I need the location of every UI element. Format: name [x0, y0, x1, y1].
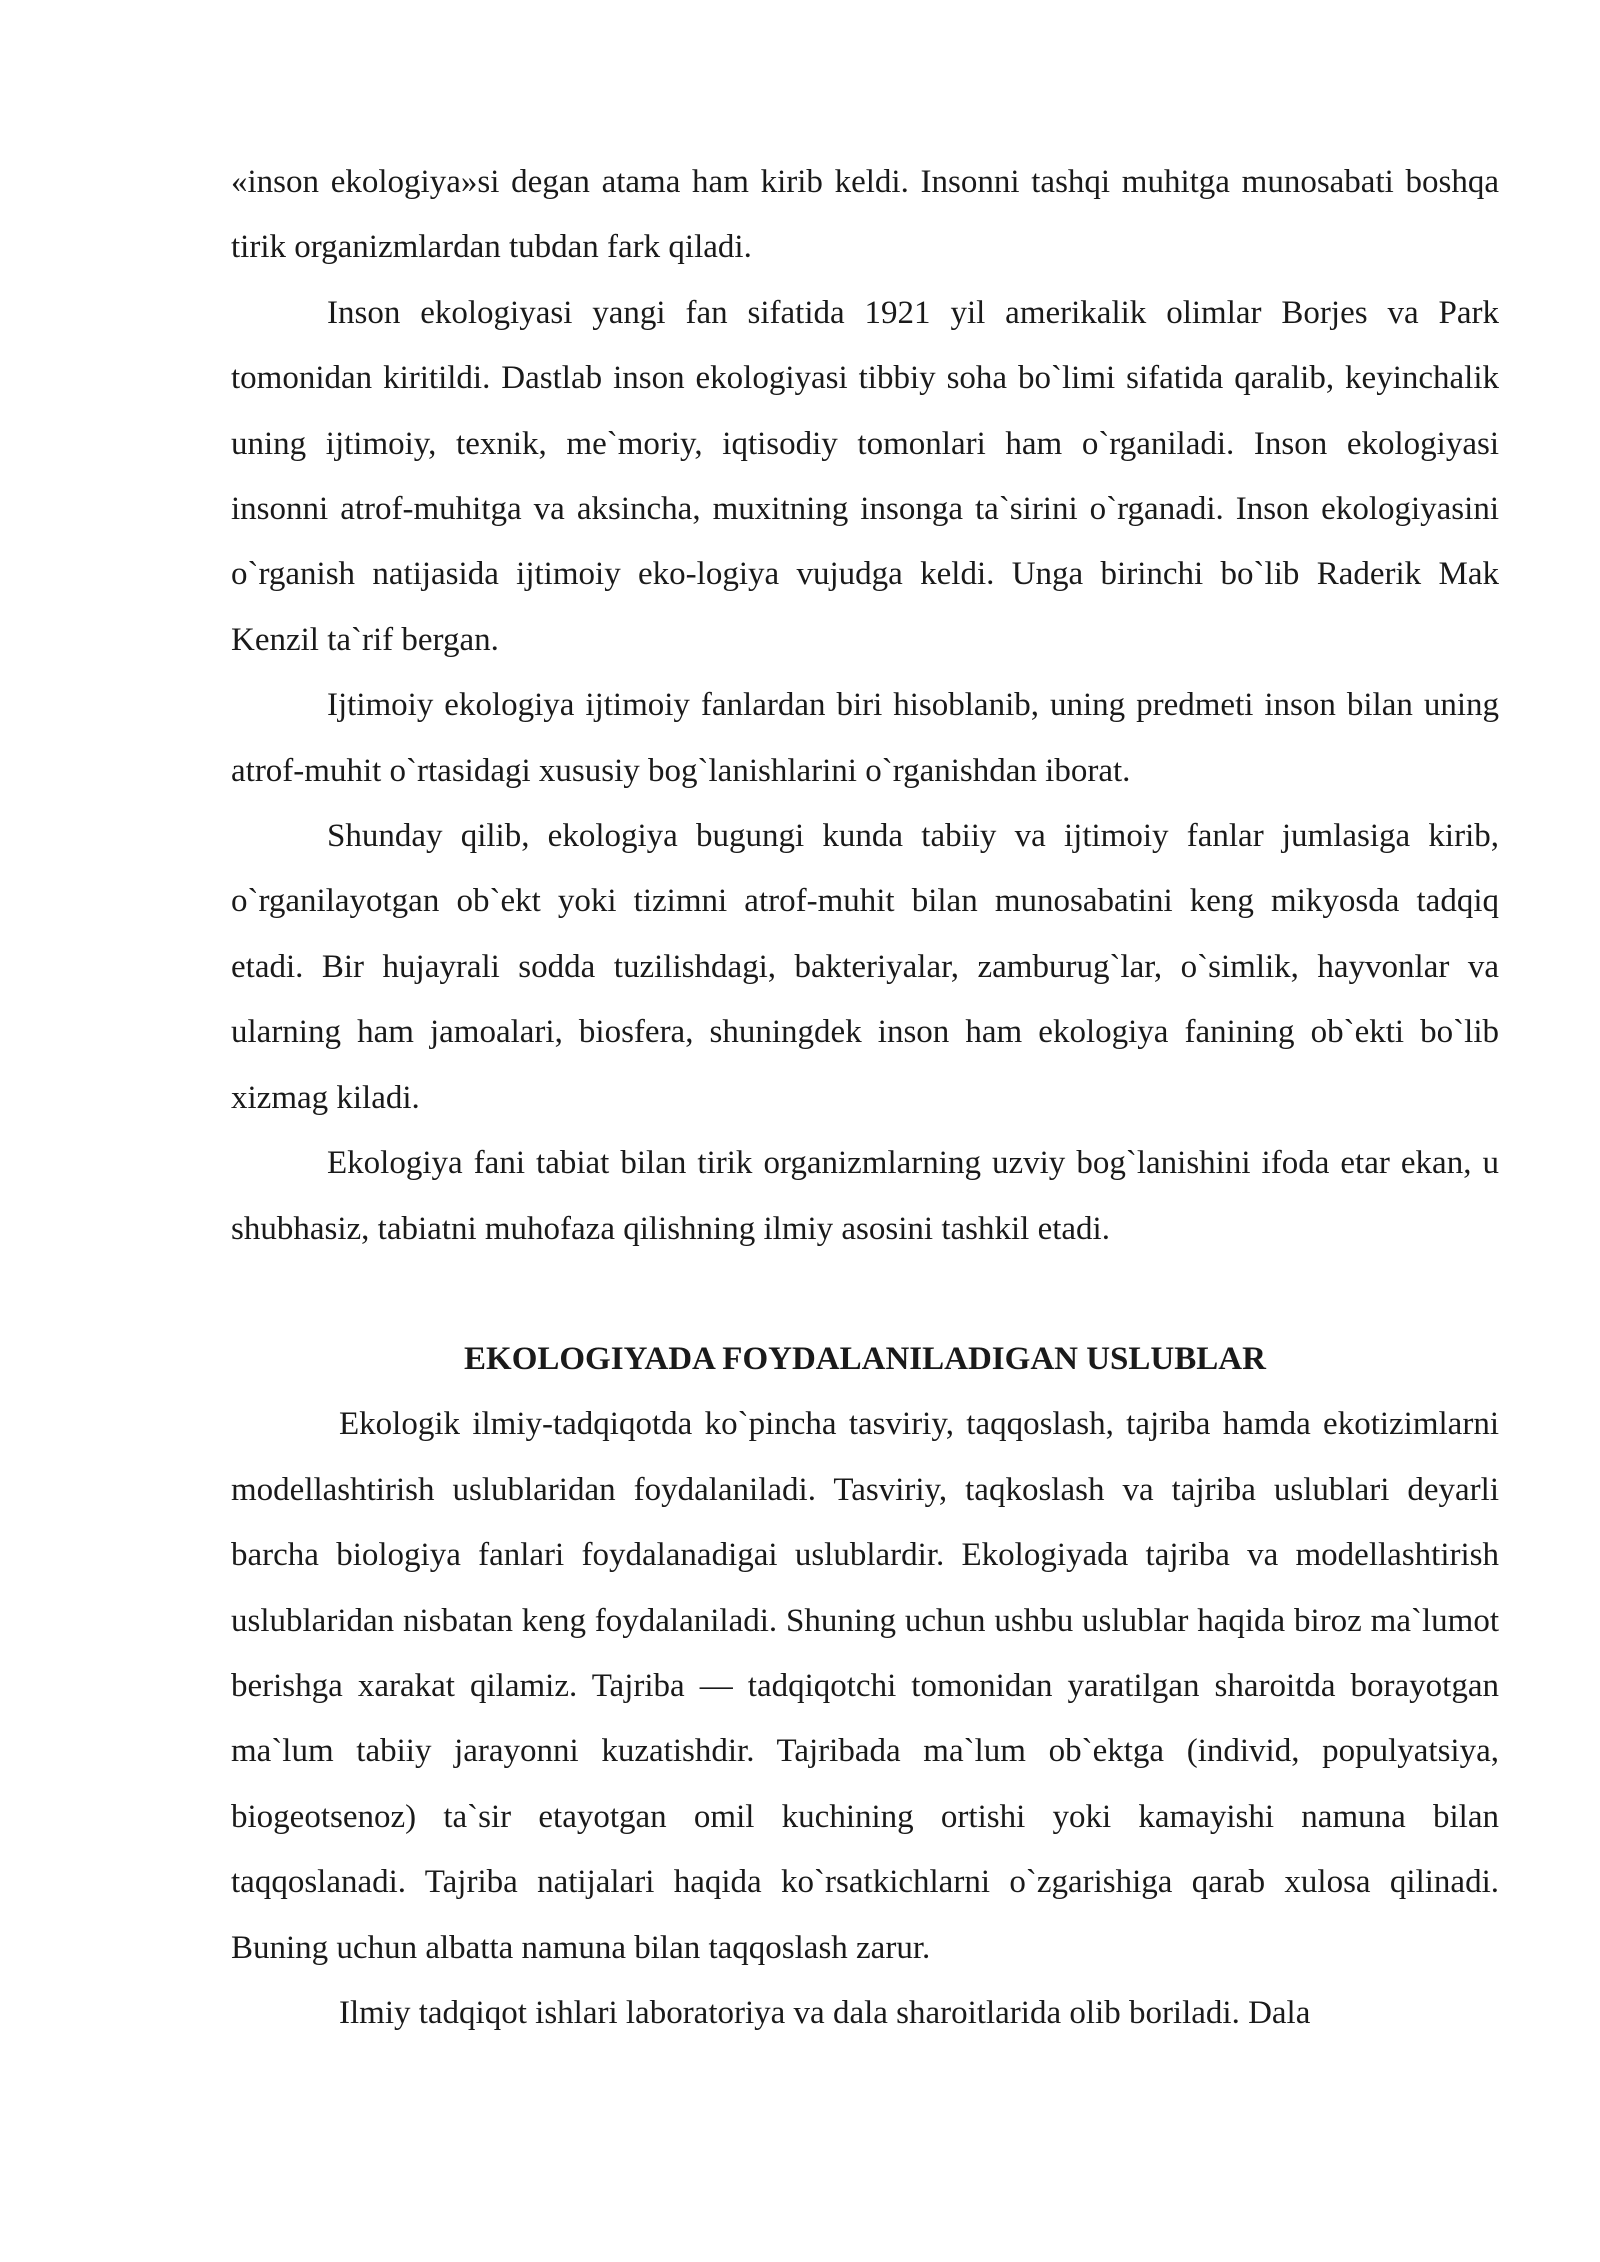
paragraph-uslublar: Ekologik ilmiy-tadqiqotda ko`pincha tasviriy, taqqoslash, tajriba hamda ekotizimlarni modellashtirish uslublaridan foydalaniladi. Tasviriy, taqkoslash va tajriba uslublari deyarli barcha biologiya fanlari foydalanadigai uslublardir. Ekologiyada tajriba va modellashtirish uslublaridan nisbatan keng foydalaniladi. Shuning uchun ushbu uslublar haqida biroz ma`lumot berishga xarakat qilamiz. Tajriba — tadqiqotchi tomonidan yaratilgan sharoitda borayotgan ma`lum tabiiy jarayonni kuzatishdir. Tajribada ma`lum ob`ektga (individ, populyatsiya, biogeotsenoz) ta`sir etayotgan omil kuchining ortishi yoki kamayishi namuna bilan taqqoslanadi. Tajriba natijalari haqida ko`rsatkichlarni o`zgarishiga qarab xulosa qilinadi. Buning uchun albatta namuna bilan taqqoslash zarur.: [231, 1406, 1499, 1966]
paragraph-tabiat-muhofaza: Ekologiya fani tabiat bilan tirik organizmlarning uzviy bog`lanishini ifoda etar ekan, u shubhasiz, tabiatni muhofaza qilishning ilmiy asosini tashkil etadi.: [231, 1145, 1499, 1247]
paragraph-inson-ekologiya-intro: «inson ekologiya»si degan atama ham kirib keldi. Insonni tashqi muhitga munosabati boshqa tirik organizmlardan tubdan fark qiladi.: [231, 164, 1499, 266]
document-page: [231, 150, 1499, 2046]
section-heading: EKOLOGIYADA FOYDALANILADIGAN USLUBLAR: [464, 1340, 1266, 1377]
paragraph-ilmiy-tadqiqot: Ilmiy tadqiqot ishlari laboratoriya va dala sharoitlarida olib boriladi. Dala: [339, 1994, 1311, 2031]
paragraph-ekologiya-scope: Shunday qilib, ekologiya bugungi kunda tabiiy va ijtimoiy fanlar jumlasiga kirib, o`rganilayotgan ob`ekt yoki tizimni atrof-muhit bilan munosabatini keng mikyosda tadqiq etadi. Bir hujayrali sodda tuzilishdagi, bakteriyalar, zamburug`lar, o`simlik, hayvonlar va ularning ham jamoalari, biosfera, shuningdek inson ham ekologiya fanining ob`ekti bo`lib xizmag kiladi.: [231, 818, 1499, 1116]
paragraph-ijtimoiy-ekologiya: Ijtimoiy ekologiya ijtimoiy fanlardan biri hisoblanib, uning predmeti inson bilan uning atrof-muhit o`rtasidagi xususiy bog`lanishlarini o`rganishdan iborat.: [231, 687, 1499, 789]
paragraph-inson-ekologiyasi-history: Inson ekologiyasi yangi fan sifatida 1921 yil amerikalik olimlar Borjes va Park tomonidan kiritildi. Dastlab inson ekologiyasi tibbiy soha bo`limi sifatida qaralib, keyinchalik uning ijtimoiy, texnik, me`moriy, iqtisodiy tomonlari ham o`rganiladi. Inson ekologiyasi insonni atrof-muhitga va aksincha, muxitning insonga ta`sirini o`rganadi. Inson ekologiyasini o`rganish natijasida ijtimoiy eko-logiya vujudga keldi. Unga birinchi bo`lib Raderik Mak Kenzil ta`rif bergan.: [231, 294, 1499, 658]
